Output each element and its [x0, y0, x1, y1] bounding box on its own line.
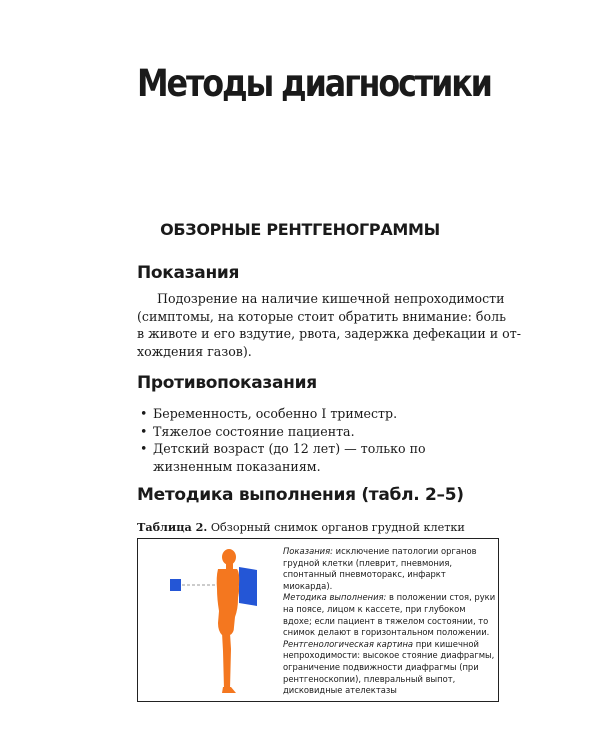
- contraindications-heading: Противопоказания: [137, 373, 317, 393]
- indications-line: в животе и его вздутие, рвота, задержка дефекации и от-: [137, 326, 521, 341]
- contraindications-list: [137, 405, 507, 475]
- table-xray: [283, 639, 497, 697]
- table-text-cell: [283, 546, 497, 697]
- table-2: [137, 538, 499, 702]
- table-caption-label: Таблица 2.: [137, 520, 208, 534]
- indications-line: хождения газов).: [137, 343, 252, 359]
- method-heading: Методика выполнения (табл. 2–5): [137, 485, 464, 505]
- indications-heading: Показания: [137, 263, 240, 283]
- table-xray-text: при кишечной непроходимости: высокое стояние диафрагмы, ограничение подвижности диафрагмы (при рентгеноскопии), плевральный выпот, дисковидные ателектазы: [283, 638, 495, 696]
- chapter-title: Методы диагностики: [137, 62, 491, 105]
- indications-line: (симптомы, на которые стоит обратить внимание: боль: [137, 308, 506, 324]
- table-method-label: Методика выполнения:: [283, 592, 387, 603]
- table-indications: [283, 546, 497, 592]
- figure-cell: [138, 539, 280, 701]
- cassette-icon: [239, 567, 257, 606]
- table-indications-text: исключение патологии органов грудной клетки (плеврит, пневмония, спонтанный пневмоторакс, инфаркт миокарда).: [283, 546, 477, 591]
- section-title: ОБЗОРНЫЕ РЕНТГЕНОГРАММЫ: [160, 220, 440, 239]
- table-method: [283, 592, 497, 638]
- indications-line: Подозрение на наличие кишечной непроходимости: [157, 291, 505, 306]
- table-xray-label: Рентгенологическая картина: [283, 638, 414, 649]
- patient-standing-xray-figure-icon: [138, 539, 280, 701]
- table-caption: [137, 520, 465, 534]
- indications-text: [137, 290, 521, 360]
- table-indications-label: Показания:: [283, 546, 333, 556]
- xray-tube-icon: [170, 579, 181, 591]
- table-method-text: в положении стоя, руки на поясе, лицом к кассете, при глубоком вдохе; если пациент в тяжелом состоянии, то снимок делают в горизонтальном положении.: [283, 592, 496, 638]
- list-item: • Тяжелое состояние пациента.: [137, 423, 507, 441]
- table-caption-text: Обзорный снимок органов грудной клетки: [210, 521, 465, 534]
- list-item: • Детский возраст (до 12 лет) — только по жизненным показаниям.: [137, 440, 507, 475]
- list-item: • Беременность, особенно I триместр.: [137, 405, 507, 423]
- patient-body-icon: [217, 549, 240, 693]
